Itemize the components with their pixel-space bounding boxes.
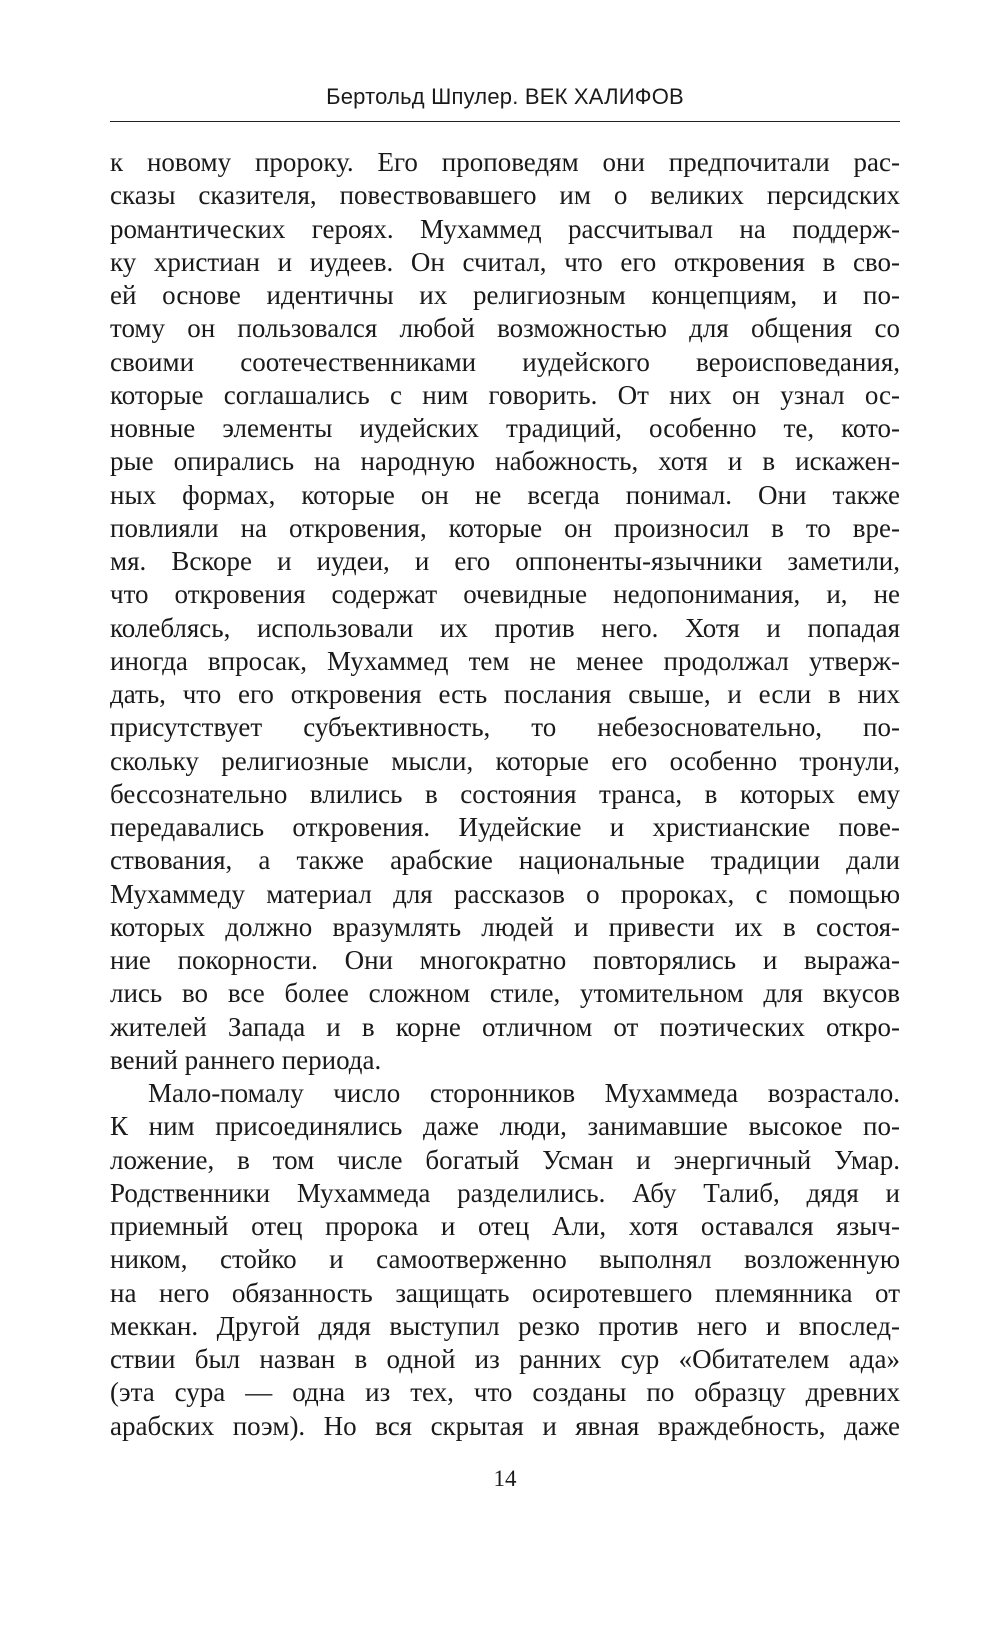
- text-line: Мухаммеду материал для рассказов о пророках, с помощью: [110, 878, 900, 909]
- text-line: вений раннего периода.: [110, 1044, 382, 1075]
- text-line: приемный отец пророка и отец Али, хотя оставался языч-: [110, 1211, 900, 1241]
- text-line: ствии был назван в одной из ранних сур «Обитателем ада»: [110, 1344, 900, 1374]
- text-line: Родственники Мухаммеда разделились. Абу Талиб, дядя и: [110, 1177, 900, 1208]
- text-line: ствования, а также арабские национальные традиции дали: [110, 845, 900, 876]
- text-line: ние покорности. Они многократно повторялись и выража-: [110, 945, 900, 975]
- paragraph-2: [110, 1077, 900, 1443]
- text-line: Мало-помалу число сторонников Мухаммеда возрастало.: [148, 1078, 900, 1108]
- text-line: меккан. Другой дядя выступил резко против него и впослед-: [110, 1310, 900, 1341]
- text-line: колеблясь, использовали их против него. Хотя и попадая: [110, 612, 900, 643]
- text-line: что откровения содержат очевидные недопонимания, и, не: [110, 579, 900, 610]
- text-line: арабских поэм). Но вся скрытая и явная враждебность, даже: [110, 1410, 900, 1441]
- text-line: лись во все более сложном стиле, утомительном для вкусов: [110, 978, 900, 1009]
- body-text: [110, 146, 900, 1443]
- text-line: передавались откровения. Иудейские и христианские пове-: [110, 812, 900, 842]
- text-line: ку христиан и иудеев. Он считал, что его откровения в сво-: [110, 246, 900, 277]
- paragraph-1: [110, 146, 900, 1077]
- text-line: (эта сура — одна из тех, что созданы по образцу древних: [110, 1377, 900, 1408]
- page-number: 14: [493, 1466, 517, 1491]
- text-line: тому он пользовался любой возможностью для общения со: [110, 313, 900, 344]
- text-line: ных формах, которые он не всегда понимал. Они также: [110, 479, 900, 510]
- text-line: жителей Запада и в корне отличном от поэтических откро-: [110, 1011, 900, 1042]
- text-line: иногда впросак, Мухаммед тем не менее продолжал утверж-: [110, 645, 900, 676]
- text-line: бессознательно влились в состояния транса, в которых ему: [110, 778, 900, 809]
- text-line: мя. Вскоре и иудеи, и его оппоненты-язычники заметили,: [110, 546, 900, 576]
- running-head: Бертольд Шпулер. ВЕК ХАЛИФОВ: [326, 84, 684, 109]
- text-line: которые соглашались с ним говорить. От них он узнал ос-: [110, 379, 900, 410]
- text-line: ей основе идентичны их религиозным концепциям, и по-: [110, 280, 900, 310]
- text-line: романтических героях. Мухаммед рассчитывал на поддерж-: [110, 213, 900, 244]
- text-line: повлияли на откровения, которые он произносил в то вре-: [110, 512, 900, 543]
- header-rule: [110, 121, 900, 122]
- text-line: рые опирались на народную набожность, хотя и в искажен-: [110, 446, 900, 477]
- text-line: скольку религиозные мысли, которые его особенно тронули,: [110, 745, 900, 776]
- text-line: дать, что его откровения есть послания свыше, и если в них: [110, 679, 900, 709]
- text-line: которых должно вразумлять людей и привести их в состоя-: [110, 911, 900, 942]
- text-line: ником, стойко и самоотверженно выполнял возложенную: [110, 1244, 900, 1275]
- text-line: К ним присоединялись даже люди, занимавшие высокое по-: [110, 1111, 900, 1142]
- text-line: сказы сказителя, повествовавшего им о великих персидских: [110, 180, 900, 211]
- text-line: на него обязанность защищать осиротевшего племянника от: [110, 1277, 900, 1308]
- text-line: к новому пророку. Его проповедям они предпочитали рас-: [110, 147, 900, 177]
- text-line: новные элементы иудейских традиций, особенно те, кото-: [110, 413, 900, 443]
- text-line: присутствует субъективность, то небезосновательно, по-: [110, 712, 900, 743]
- text-line: своими соотечественниками иудейского вероисповедания,: [110, 346, 900, 377]
- text-line: ложение, в том числе богатый Усман и энергичный Умар.: [110, 1144, 900, 1175]
